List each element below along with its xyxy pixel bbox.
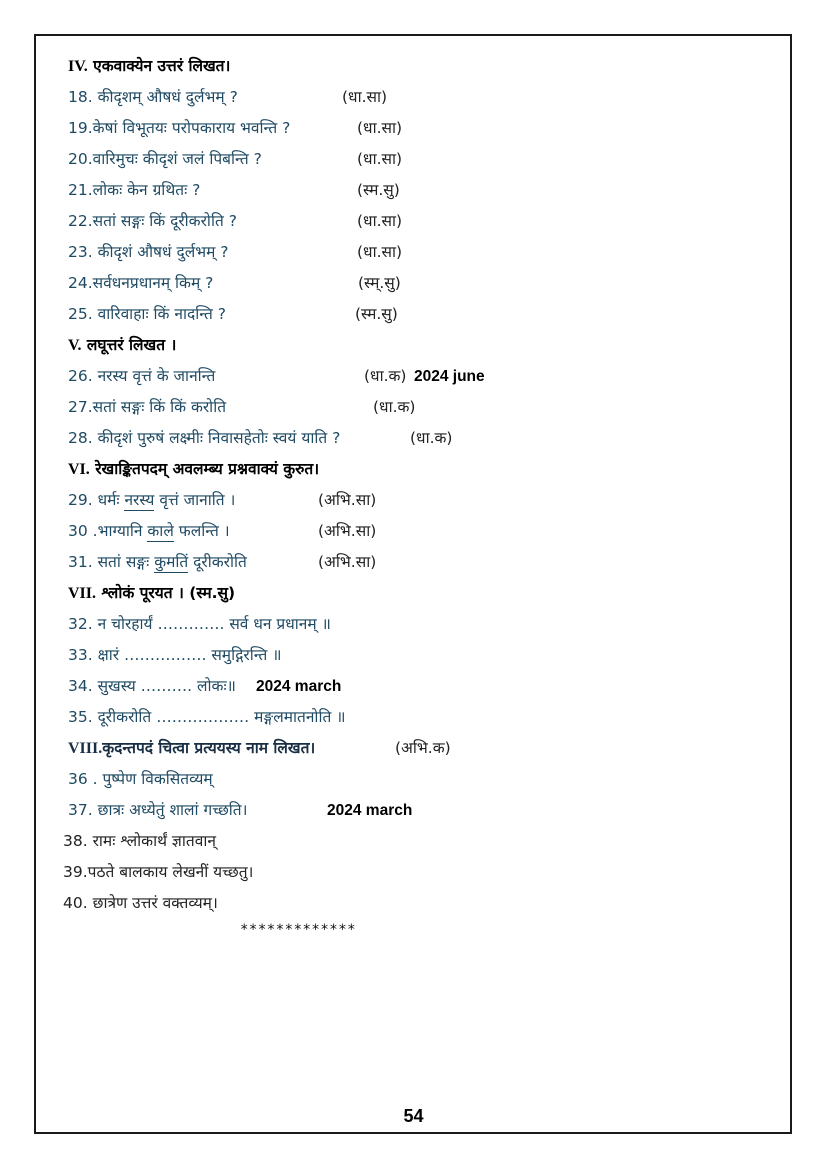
section-vi-heading [68,459,319,480]
section-title: श्लोकं पूरयत । (स्म.सु) [101,584,236,602]
question-29 [68,490,235,510]
exam-tag-37: 2024 march [327,802,413,819]
source-26: (धा.क) [364,367,407,385]
question-39: 39.पठते बालकाय लेखनीं यच्छतु। [63,863,254,881]
question-27: 27.सतां सङ्गः किं किं करोति [68,398,227,416]
section-title: लघूत्तरं लिखत । [86,336,177,354]
question-30-pre: 30 .भाग्यानि [68,522,148,540]
section-viii-heading [68,738,315,759]
question-20: 20.वारिमुचः कीदृशं जलं पिबन्ति ? [68,150,262,168]
source-21: (स्म.सु) [357,181,400,199]
source-section-viii: (अभि.क) [395,739,451,757]
question-33: 33. क्षारं ……………. समुद्गिरन्ति ॥ [68,646,282,664]
section-title: रेखाङ्कितपदम् अवलम्ब्य प्रश्नवाक्यं कुरुत। [95,460,320,478]
section-number: VIII. [68,740,103,757]
question-31 [68,552,247,572]
underlined-word-29: नरस्य [124,491,155,509]
question-31-post: दूरीकरोति [188,553,247,571]
source-22: (धा.सा) [357,212,403,230]
source-31: (अभि.सा) [318,553,377,571]
question-18: 18. कीदृशम् औषधं दुर्लभम् ? [68,88,238,106]
section-vii-heading [68,583,235,604]
section-number: VI. [68,461,90,478]
question-40: 40. छात्रेण उत्तरं वक्तव्यम्। [63,894,218,912]
source-25: (स्म.सु) [355,305,398,323]
question-23: 23. कीदृशं औषधं दुर्लभम् ? [68,243,229,261]
exam-tag-26: 2024 june [414,368,485,385]
question-19: 19.केषां विभूतयः परोपकाराय भवन्ति ? [68,119,291,137]
source-18: (धा.सा) [342,88,388,106]
section-iv-heading [68,56,230,77]
question-36: 36 . पुष्पेण विकसितव्यम् [68,770,213,788]
question-29-post: वृत्तं जानाति । [154,491,236,509]
question-35: 35. दूरीकरोति ……………… मङ्गलमातनोति ॥ [68,708,346,726]
source-19: (धा.सा) [357,119,403,137]
question-32: 32. न चोरहार्यं …………. सर्व धन प्रधानम् ॥ [68,615,331,633]
source-27: (धा.क) [373,398,416,416]
question-29-pre: 29. धर्मः [68,491,125,509]
underlined-word-30: काले [147,522,174,540]
question-21: 21.लोकः केन ग्रथितः ? [68,181,201,199]
section-v-heading [68,335,176,356]
underlined-word-31: कुमतिं [154,553,189,571]
source-24: (स्म्.सु) [358,274,401,292]
question-34: 34. सुखस्य ………. लोकः॥ [68,677,236,695]
source-23: (धा.सा) [357,243,403,261]
exam-tag-34: 2024 march [256,678,342,695]
source-30: (अभि.सा) [318,522,377,540]
question-24: 24.सर्वधनप्रधानम् किम् ? [68,274,214,292]
question-22: 22.सतां सङ्गः किं दूरीकरोति ? [68,212,237,230]
question-38: 38. रामः श्लोकार्थं ज्ञातवान् [63,832,216,850]
question-37: 37. छात्रः अध्येतुं शालां गच्छति। [68,801,248,819]
source-29: (अभि.सा) [318,491,377,509]
question-30-post: फलन्ति । [173,522,230,540]
separator-stars: ************* [240,922,357,938]
question-28: 28. कीदृशं पुरुषं लक्ष्मीः निवासहेतोः स्वयं याति ? [68,429,341,447]
section-number: V. [68,337,82,354]
section-title: एकवाक्येन उत्तरं लिखत। [93,57,231,75]
question-25: 25. वारिवाहाः किं नादन्ति ? [68,305,226,323]
question-26: 26. नरस्य वृत्तं के जानन्ति [68,367,216,385]
question-30 [68,521,230,541]
source-20: (धा.सा) [357,150,403,168]
source-28: (धा.क) [410,429,453,447]
section-number: VII. [68,585,97,602]
question-31-pre: 31. सतां सङ्गः [68,553,155,571]
page-number: 54 [403,1106,424,1126]
section-number: IV. [68,58,88,75]
section-title: कृदन्तपदं चित्वा प्रत्ययस्य नाम लिखत। [102,739,316,757]
